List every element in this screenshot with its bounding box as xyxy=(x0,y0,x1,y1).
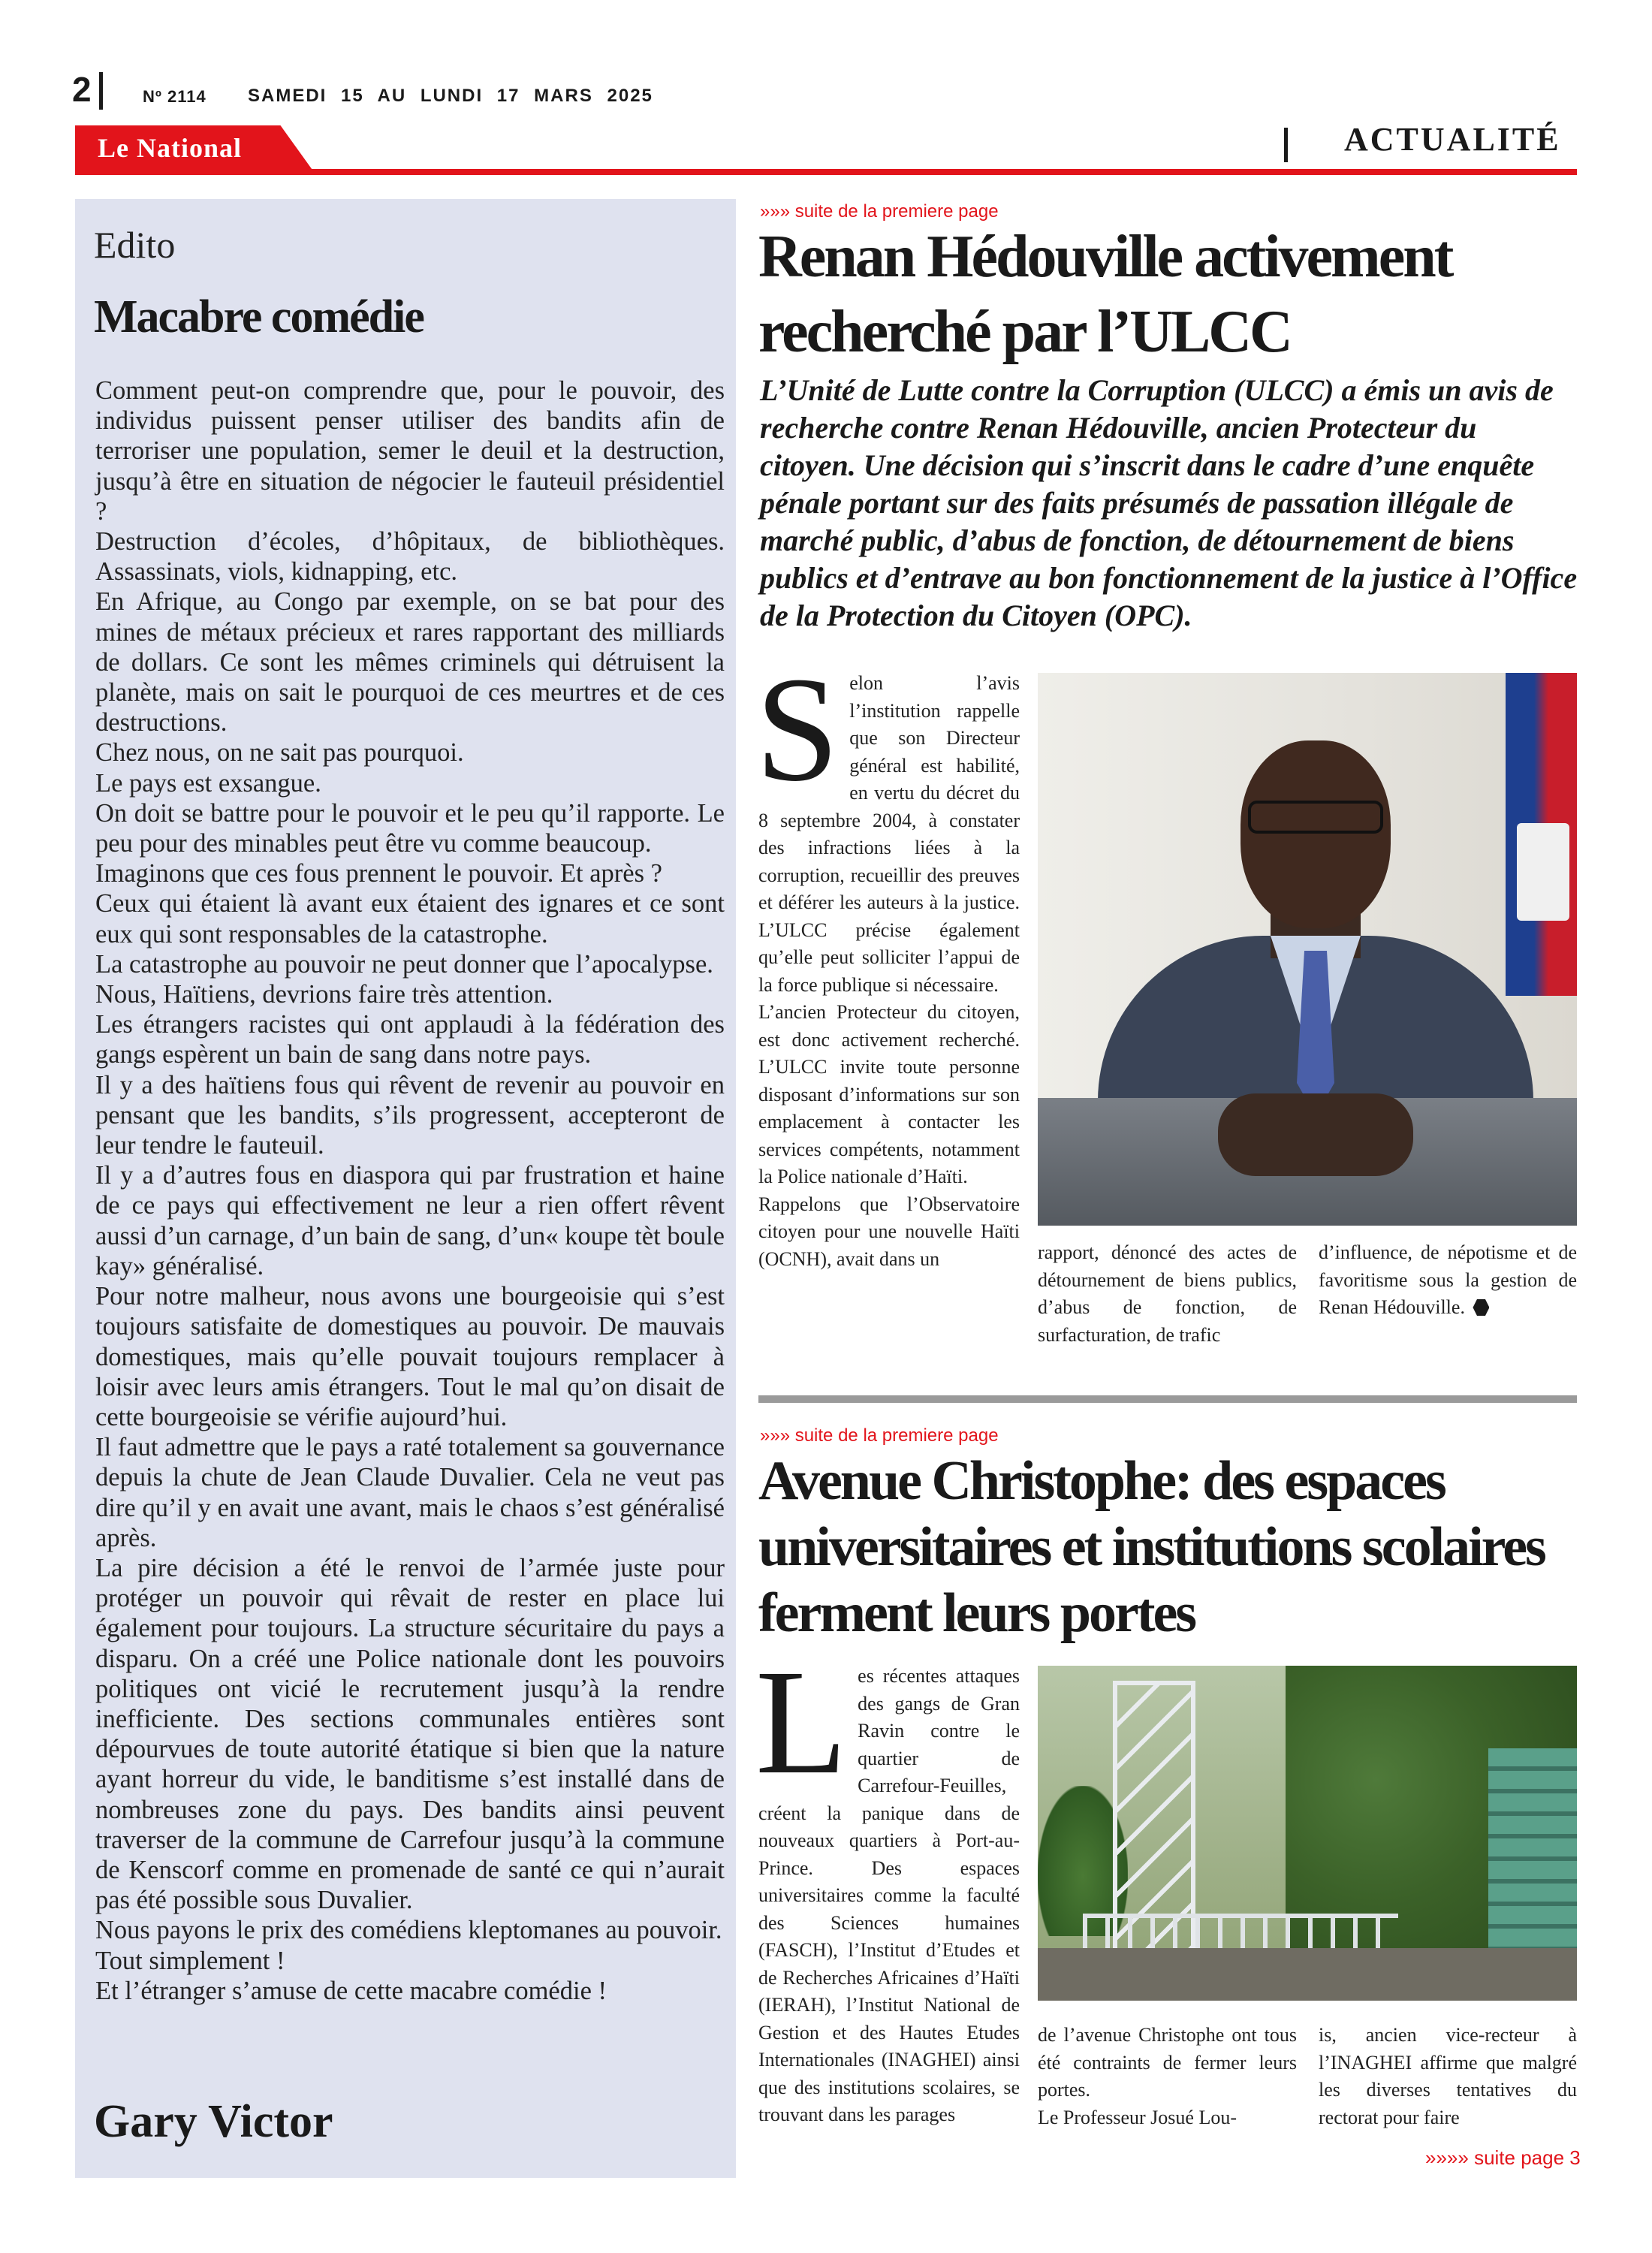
section-label: ACTUALITÉ xyxy=(1344,121,1561,158)
editorial-paragraph: Le pays est exsangue. xyxy=(95,768,321,798)
article2-col2-paragraph: Le Professeur Josué Lou- xyxy=(1038,2106,1237,2128)
editorial-paragraph: Comment peut-on comprendre que, pour le pouvoir, des individus puissent penser utiliser des bandits afin de terroriser une population, semer le deuil et la destruction, jusqu’à être en situation de négocier le fauteuil présidentiel ? xyxy=(95,376,725,526)
article1-column-3 xyxy=(1319,1239,1577,1322)
article1-col2-text: rapport, dénoncé des actes de détournement de biens publics, d’abus de fonction, de surfacturation, de trafic xyxy=(1038,1241,1297,1346)
editorial-paragraph: Imaginons que ces fous prennent le pouvoir. Et après ? xyxy=(95,859,662,888)
editorial-paragraph: Il faut admettre que le pays a raté totalement sa gouvernance depuis la chute de Jean Claude Duvalier. Cela ne veut pas dire qu’il y en avait une avant, mais le chaos s’est généralisé après. xyxy=(95,1433,725,1552)
editorial-paragraph: Il y a des haïtiens fous qui rêvent de revenir au pouvoir en pensant que les bandits, s’ils progressent, accepteront de leur tendre le fauteuil. xyxy=(95,1070,725,1160)
article-divider xyxy=(758,1395,1577,1403)
editorial-paragraph: Chez nous, on ne sait pas pourquoi. xyxy=(95,738,464,768)
article2-dropcap: L xyxy=(755,1639,848,1805)
article1-column-2 xyxy=(1038,1239,1297,1349)
editorial-paragraph: Nous, Haïtiens, devrions faire très attention. xyxy=(95,980,553,1009)
article1-kicker: »»» suite de la premiere page xyxy=(760,201,999,222)
editorial-paragraph: Ceux qui étaient là avant eux étaient des ignares et ce sont eux qui sont responsables de la catastrophe. xyxy=(95,889,725,949)
editorial-paragraph: Destruction d’écoles, d’hôpitaux, de bibliothèques. Assassinats, viols, kidnapping, etc. xyxy=(95,527,725,587)
editorial-body xyxy=(95,376,725,2006)
article2-kicker: »»» suite de la premiere page xyxy=(760,1425,999,1446)
article2-col2-paragraph: de l’avenue Christophe ont tous été contraints de fermer leurs portes. xyxy=(1038,2024,1297,2101)
article1-col3-text: d’influence, de népotisme et de favoritisme sous la gestion de Renan Hédouville. xyxy=(1319,1241,1577,1318)
article2-column-1 xyxy=(755,1639,1020,2129)
article1-dropcap: S xyxy=(755,647,840,813)
article1-portrait-photo xyxy=(1038,673,1577,1226)
article2-column-3 xyxy=(1319,2022,1577,2131)
article2-column-2 xyxy=(1038,2022,1297,2131)
editorial-paragraph: En Afrique, au Congo par exemple, on se bat pour des mines de métaux précieux et rares rapportant des milliards de dollars. Ce sont les mêmes criminels qui détruisent la planète, mais on sait le pourquoi de ces meurtres et de ces destructions. xyxy=(95,587,725,737)
page-number-divider xyxy=(99,72,103,110)
editorial-paragraph: La catastrophe au pouvoir ne peut donner que l’apocalypse. xyxy=(95,949,713,979)
editorial-paragraph: Et l’étranger s’amuse de cette macabre comédie ! xyxy=(95,1976,607,2005)
editorial-paragraph: Pour notre malheur, nous avons une bourgeoisie qui s’est toujours satisfaite de domestiques au pouvoir. De mauvais domestiques, mais qu’elle pouvait toujours remplacer à loisir avec leurs amis étrangers. Tout le mal qu’on disait de cette bourgeoisie se vérifie aujourd’hui. xyxy=(95,1282,725,1431)
article1-col1-text: elon l’avis l’institution rappelle que son Directeur général est habilité, en vertu du décret du 8 septembre 2004, à constater des infractions liées à la corruption, recueillir des preuves et déférer les auteurs à la justice. L’ULCC précise également qu’elle peut solliciter l’appui de la force publique si nécessaire. xyxy=(758,672,1020,996)
article2-building-photo xyxy=(1038,1666,1577,2001)
editorial-paragraph: Les étrangers racistes qui ont applaudi à la fédération des gangs espèrent un bain de sang dans notre pays. xyxy=(95,1010,725,1069)
editorial-paragraph: La pire décision a été le renvoi de l’armée juste pour protéger un pouvoir qui rêvait de rester en place lui également pour toujours. La structure sécuritaire du pays a disparu. On a créé une Police nationale dont les pouvoirs politiques ont vicié le recrutement jusqu’à la rendre inefficiente. Des sections communales entières sont dépourvues de toute autorité étatique si bien que la nature ayant horreur du vide, le banditisme s’est installé dans de nombreuses zone du pays. Des bandits ainsi peuvent traverser de la commune de Carrefour jusqu’à la commune de Kenscorf comme en promenade de santé ce qui n’aurait pas été possible sous Duvalier. xyxy=(95,1553,725,1915)
editorial-paragraph: Il y a d’autres fous en diaspora qui par frustration et haine de ce pays qui effectivement ne leur a rien offert rêvent aussi d’un carnage, d’un bain de sang, d’un« koupe tèt boule kay» généralisé. xyxy=(95,1161,725,1280)
section-divider xyxy=(1284,128,1288,162)
editorial-paragraph: Nous payons le prix des comédiens kleptomanes au pouvoir. xyxy=(95,1916,722,1945)
article1-lead: L’Unité de Lutte contre la Corruption (ULCC) a émis un avis de recherche contre Renan Hédouville, ancien Protecteur du citoyen. Une décision qui s’inscrit dans le cadre d’une enquête pénale portant sur des faits présumés de passation illégale de marché public, d’abus de fonction, de détournement de biens publics et d’entrave au bon fonctionnement de la justice à l’Office de la Protection du Citoyen (OPC). xyxy=(760,373,1578,632)
article1-column-1 xyxy=(755,647,1020,1273)
article2-col1-text: es récentes attaques des gangs de Gran Ravin contre le quartier de Carrefour-Feuilles, créent la panique dans de nouveaux quartiers à Port-au-Prince. Des espaces universitaires comme la faculté des Sciences humaines (FASCH), l’Institut d’Etudes et de Recherches Africaines d’Haïti (IERAH), l’Institut National de Gestion et des Hautes Etudes Internationales (INAGHEI) ainsi que des institutions scolaires, se trouvant dans les parages xyxy=(758,1665,1020,2125)
editorial-label: Edito xyxy=(94,224,176,266)
editorial-paragraph: Tout simplement ! xyxy=(95,1946,285,1975)
article1-col1-paragraph: L’ancien Protecteur du citoyen, est donc activement recherché. L’ULCC invite toute personne disposant d’informations sur son emplacement à contacter les services compétents, notamment la Police nationale d’Haïti. xyxy=(758,1001,1020,1187)
article2-headline: Avenue Christophe: des espaces universitaires et institutions scolaires ferment leurs portes xyxy=(758,1450,1545,1644)
end-of-article-icon xyxy=(1473,1299,1489,1316)
editorial-signature: Gary Victor xyxy=(94,2096,333,2147)
page-number: 2 xyxy=(72,70,92,109)
issue-number: Nº 2114 xyxy=(143,87,206,106)
continued-on-page-link[interactable]: »»»» suite page 3 xyxy=(1425,2146,1581,2169)
article2-col3-text: is, ancien vice-recteur à l’INAGHEI affirme que malgré les diverses tentatives du rectorat pour faire xyxy=(1319,2024,1577,2128)
editorial-paragraph: On doit se battre pour le pouvoir et le peu qu’il rapporte. Le peu pour des minables peut être vu comme beaucoup. xyxy=(95,798,725,858)
article1-headline: Renan Hédouville activement recherché par l’ULCC xyxy=(758,224,1452,365)
article1-col1-paragraph: Rappelons que l’Observatoire citoyen pour une nouvelle Haïti (OCNH), avait dans un xyxy=(758,1193,1020,1270)
issue-date: SAMEDI 15 AU LUNDI 17 MARS 2025 xyxy=(248,86,653,106)
newspaper-brand: Le National xyxy=(98,133,243,163)
editorial-title: Macabre comédie xyxy=(94,291,424,342)
